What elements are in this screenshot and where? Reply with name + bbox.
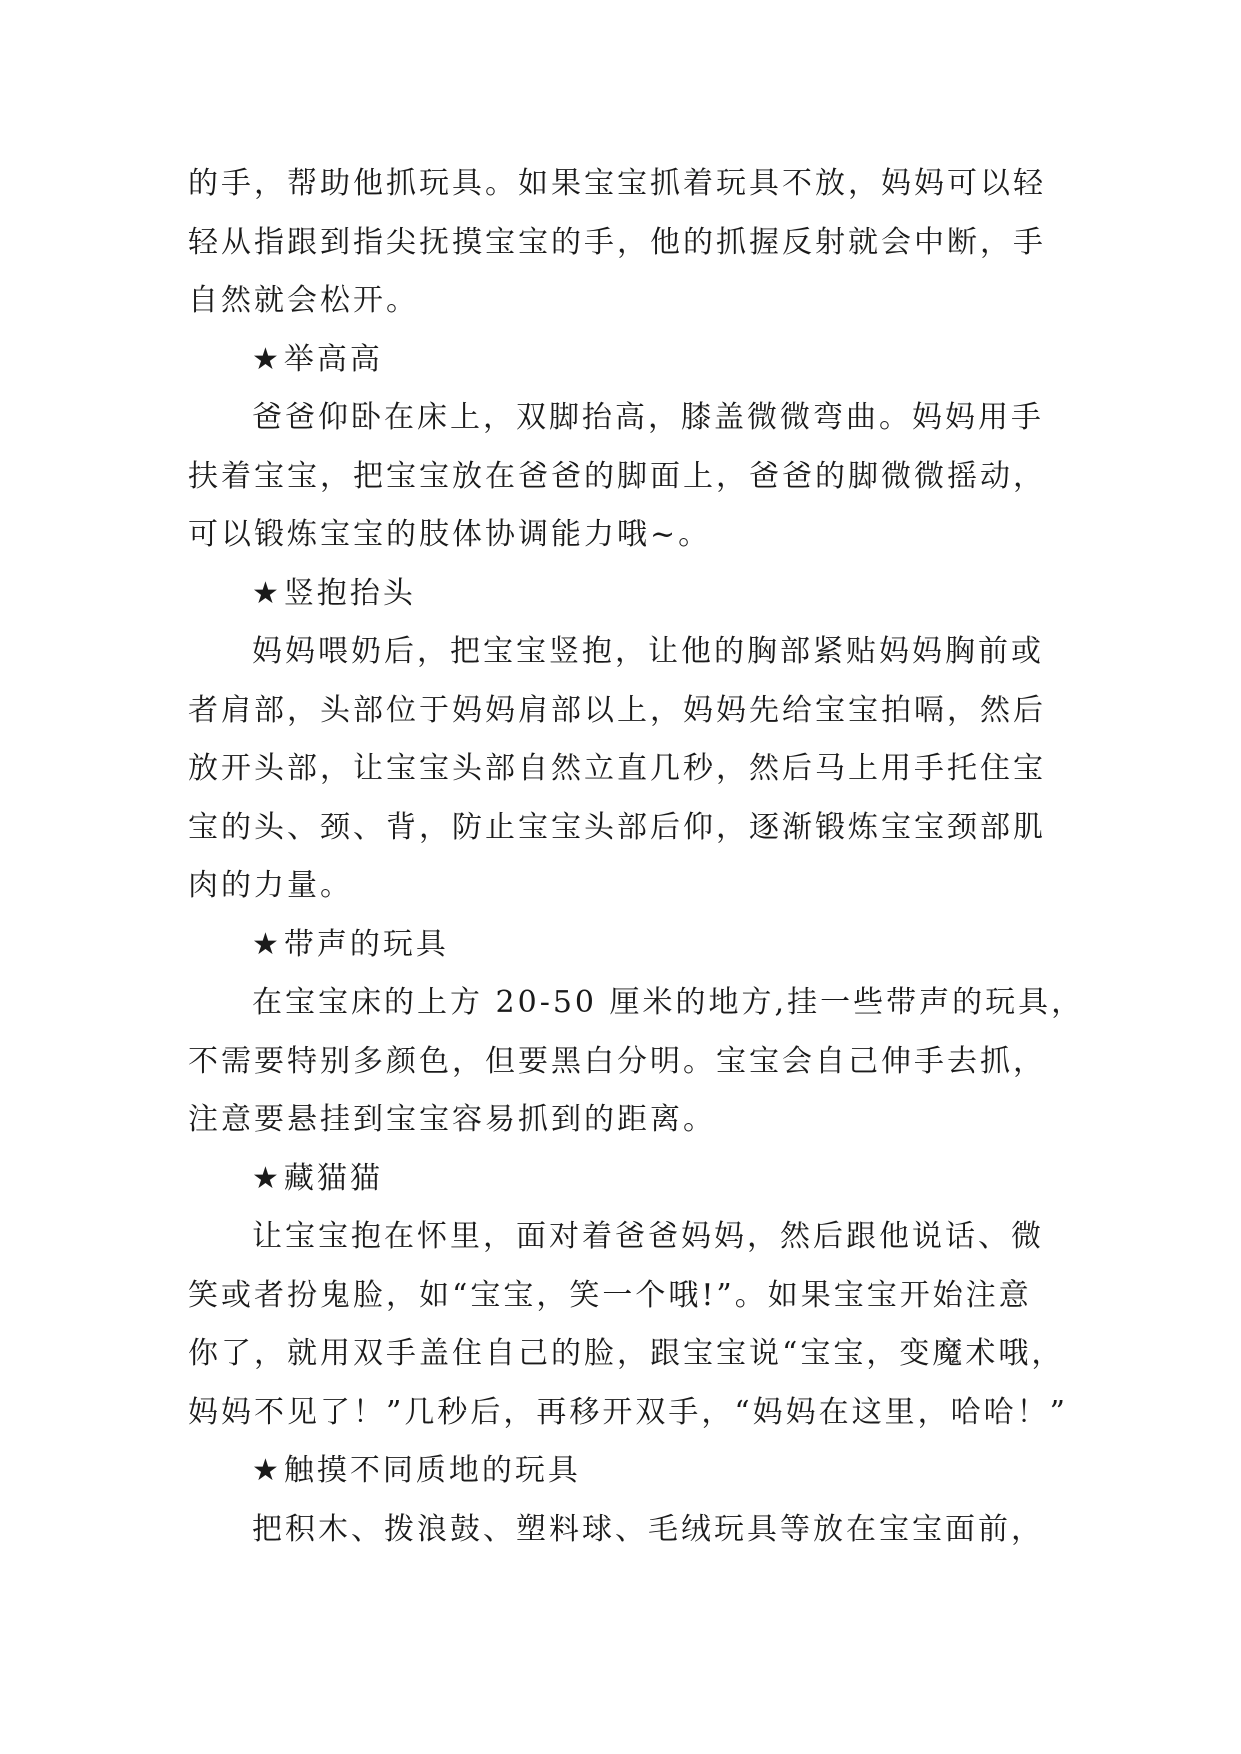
section-heading-text: 带声的玩具 [283,926,449,962]
paragraph-line: 注意要悬挂到宝宝容易抓到的距离。 [188,1102,716,1137]
paragraph-line: 笑或者扮鬼脸，如“宝宝，笑一个哦!”。如果宝宝开始注意 [188,1277,1032,1313]
section-heading [188,565,1058,624]
paragraph-line: 扶着宝宝，把宝宝放在爸爸的脚面上，爸爸的脚微微摇动， [188,458,1046,494]
paragraph-line: 妈妈不见了！”几秒后，再移开双手，“妈妈在这里，哈哈！” [188,1394,1069,1430]
section-heading-text: 举高高 [283,341,383,377]
paragraph-line: 放开头部，让宝宝头部自然立直几秒，然后马上用手托住宝 [188,751,1046,786]
paragraph-line: 把积木、拨浪鼓、塑料球、毛绒玩具等放在宝宝面前， [252,1511,1044,1547]
section-heading-text: 竖抱抬头 [283,575,416,611]
star-icon: ★ [252,341,282,377]
star-icon: ★ [252,1160,282,1196]
paragraph-line: 自然就会松开。 [188,283,419,318]
paragraph-line: 轻从指跟到指尖抚摸宝宝的手，他的抓握反射就会中断，手 [188,224,1046,260]
paragraph-line: 不需要特别多颜色，但要黑白分明。宝宝会自己伸手去抓， [188,1043,1046,1079]
paragraph-line: 的手，帮助他抓玩具。如果宝宝抓着玩具不放，妈妈可以轻 [188,166,1046,201]
star-icon: ★ [252,1453,282,1488]
star-icon: ★ [252,926,282,962]
paragraph-line: 可以锻炼宝宝的肢体协调能力哦~。 [188,517,712,552]
document-body [188,155,1085,1559]
paragraph-line: 让宝宝抱在怀里，面对着爸爸妈妈，然后跟他说话、微 [252,1219,1044,1254]
paragraph-line: 肉的力量。 [188,868,353,903]
paragraph-line: 者肩部，头部位于妈妈肩部以上，妈妈先给宝宝拍嗝，然后 [188,692,1046,728]
section-heading [188,916,1058,975]
paragraph-line: 宝的头、颈、背，防止宝宝头部后仰，逐渐锻炼宝宝颈部肌 [188,809,1046,845]
paragraph-line: 你了，就用双手盖住自己的脸，跟宝宝说“宝宝，变魔术哦， [188,1336,1065,1371]
section-heading [188,1150,1058,1209]
section-heading-text: 触摸不同质地的玩具 [283,1453,581,1488]
paragraph-line: 妈妈喂奶后，把宝宝竖抱，让他的胸部紧贴妈妈胸前或 [252,634,1044,669]
star-icon: ★ [252,575,282,611]
section-heading-text: 藏猫猫 [283,1160,383,1196]
paragraph-line: 爸爸仰卧在床上，双脚抬高，膝盖微微弯曲。妈妈用手 [252,400,1044,435]
paragraph-line: 在宝宝床的上方 20-50 厘米的地方,挂一些带声的玩具， [252,985,1085,1020]
section-heading [188,1442,1058,1501]
section-heading [188,331,1058,390]
